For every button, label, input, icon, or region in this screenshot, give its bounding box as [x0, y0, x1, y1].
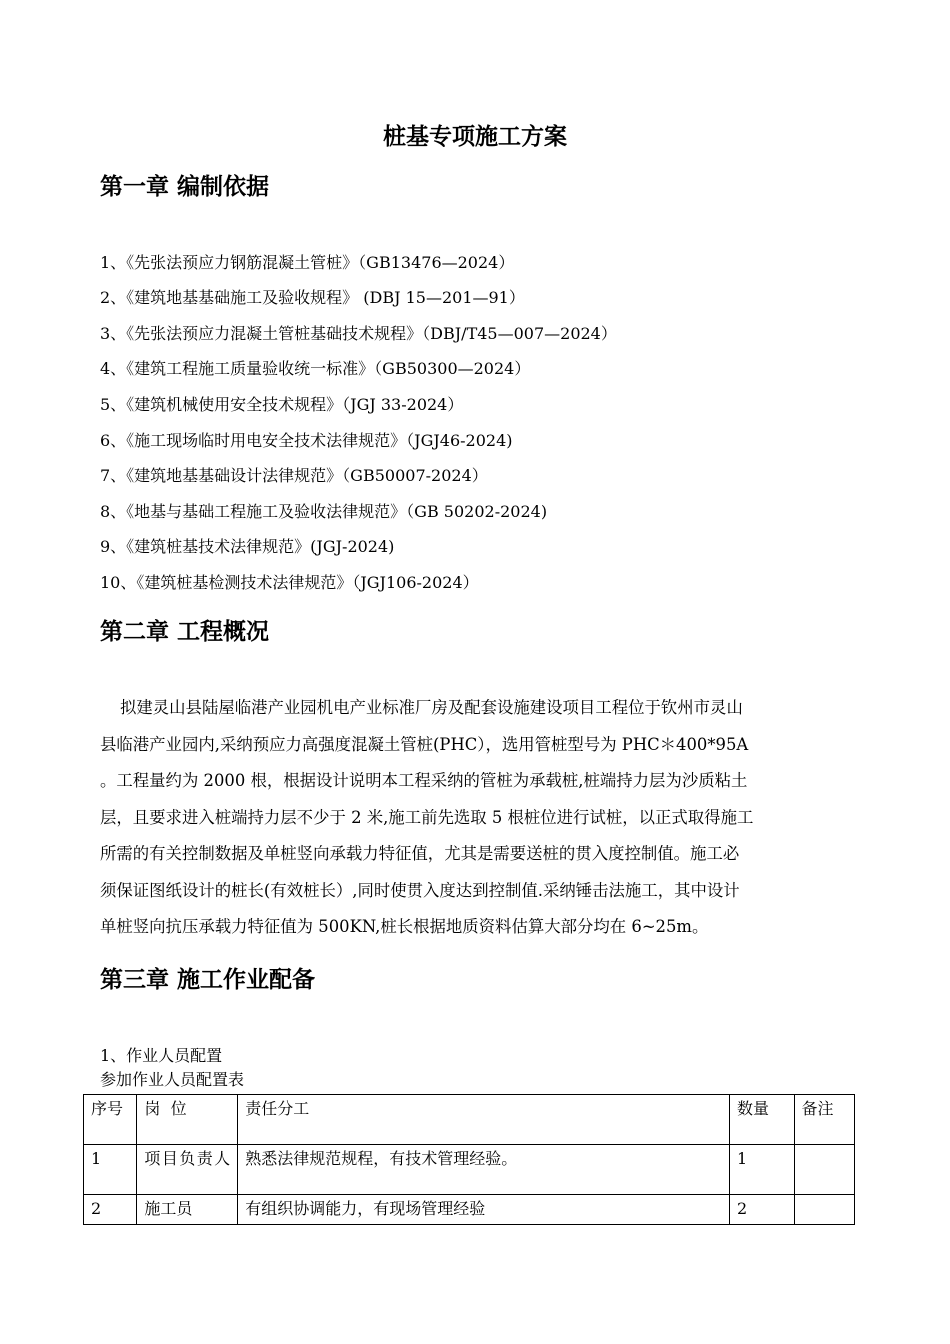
table-caption: 参加作业人员配置表: [100, 1070, 245, 1089]
reference-item: 4、《建筑工程施工质量验收统一标准》（GB50300—2024）: [100, 359, 531, 378]
paragraph-line: 。工程量约为 2000 根，根据设计说明本工程采纳的管桩为承载桩,桩端持力层为沙质粘土: [100, 771, 748, 790]
cell-duty: 熟悉法律规范规程，有技术管理经验。: [238, 1145, 730, 1195]
reference-item: 6、《施工现场临时用电安全技术法律规范》（JGJ46-2024): [100, 431, 513, 450]
paragraph-line: 县临港产业园内,采纳预应力高强度混凝土管桩(PHC），选用管桩型号为 PHC＊400*95A: [100, 734, 749, 754]
reference-item: 9、《建筑桩基技术法律规范》(JGJ-2024): [100, 537, 395, 556]
document-title: 桩基专项施工方案: [383, 123, 567, 150]
reference-item: 10、《建筑桩基检测技术法律规范》（JGJ106-2024）: [100, 573, 479, 592]
paragraph-line: 单桩竖向抗压承载力特征值为 500KN,桩长根据地质资料估算大部分均在 6~25m。: [100, 917, 709, 936]
header-cell-remarks: 备注: [794, 1095, 855, 1145]
section-heading: 1、作业人员配置: [100, 1046, 223, 1065]
reference-item: 7、《建筑地基基础设计法律规范》（GB50007-2024）: [100, 466, 488, 485]
cell-index: 1: [84, 1145, 137, 1195]
cell-quantity: 2: [730, 1195, 795, 1225]
paragraph-line: 所需的有关控制数据及单桩竖向承载力特征值，尤其是需要送桩的贯入度控制值。施工必: [100, 844, 740, 863]
chapter-1-heading: 第一章 编制依据: [100, 173, 270, 200]
header-cell-quantity: 数量: [730, 1095, 795, 1145]
reference-item: 3、《先张法预应力混凝土管桩基础技术规程》（DBJ/T45—007—2024）: [100, 324, 617, 343]
table-header-row: [84, 1095, 855, 1145]
reference-item: 1、《先张法预应力钢筋混凝土管桩》（GB13476—2024）: [100, 253, 515, 272]
paragraph-line: 拟建灵山县陆屋临港产业园机电产业标准厂房及配套设施建设项目工程位于钦州市灵山: [120, 698, 743, 717]
cell-remarks: [794, 1195, 855, 1225]
header-cell-duty: 责任分工: [238, 1095, 730, 1145]
cell-index: 2: [84, 1195, 137, 1225]
cell-duty: 有组织协调能力，有现场管理经验: [238, 1195, 730, 1225]
cell-position: 项目负责人: [137, 1145, 238, 1195]
staff-allocation-table: [83, 1094, 855, 1225]
paragraph-line: 须保证图纸设计的桩长(有效桩长）,同时使贯入度达到控制值.采纳锤击法施工，其中设计: [100, 880, 740, 900]
paragraph-line: 层，且要求进入桩端持力层不少于 2 米,施工前先选取 5 根桩位进行试桩，以正式取得施工: [100, 807, 754, 827]
reference-item: 2、《建筑地基基础施工及验收规程》 (DBJ 15—201—91）: [100, 288, 525, 307]
project-overview-paragraph: [100, 690, 852, 946]
table-row: [84, 1195, 855, 1225]
table-row: [84, 1145, 855, 1195]
header-cell-position: 岗 位: [137, 1095, 238, 1145]
chapter-2-heading: 第二章 工程概况: [100, 618, 270, 645]
cell-remarks: [794, 1145, 855, 1195]
chapter-3-heading: 第三章 施工作业配备: [100, 966, 316, 993]
cell-position: 施工员: [137, 1195, 238, 1225]
reference-item: 8、《地基与基础工程施工及验收法律规范》（GB 50202-2024): [100, 502, 548, 521]
reference-item: 5、《建筑机械使用安全技术规程》（JGJ 33-2024）: [100, 395, 464, 414]
cell-quantity: 1: [730, 1145, 795, 1195]
header-cell-index: 序号: [84, 1095, 137, 1145]
